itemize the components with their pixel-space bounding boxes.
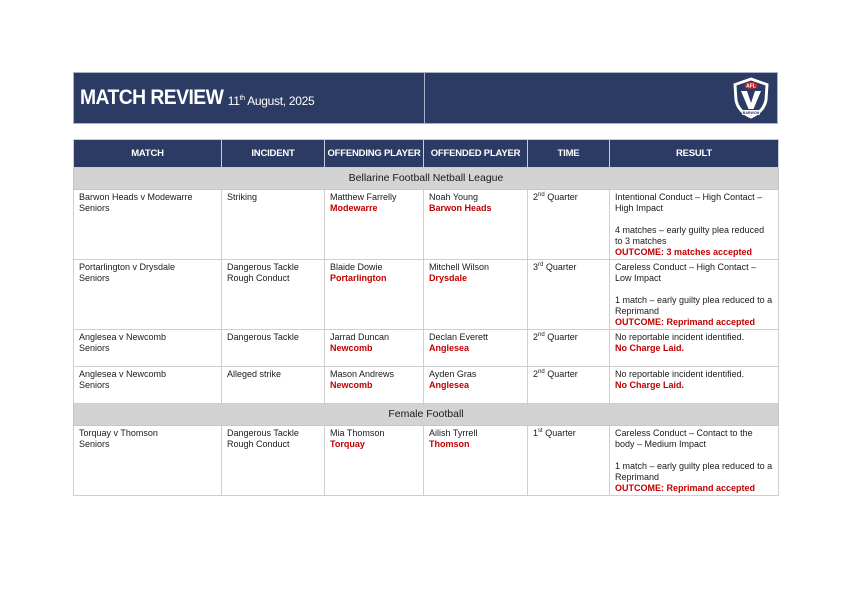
column-header-incident: INCIDENT bbox=[222, 140, 325, 168]
offending-player-club: Portarlington bbox=[330, 273, 387, 283]
result-conduct: Careless Conduct – High Contact – Low Impact bbox=[615, 262, 757, 283]
section-title: Female Football bbox=[74, 404, 779, 426]
review-date bbox=[228, 94, 315, 108]
match-teams: Barwon Heads v Modewarre bbox=[79, 192, 193, 202]
time-cell bbox=[528, 330, 610, 367]
match-grade: Seniors bbox=[79, 273, 110, 283]
column-header-time: TIME bbox=[528, 140, 610, 168]
offending-player-name: Jarrad Duncan bbox=[330, 332, 390, 342]
match-teams: Anglesea v Newcomb bbox=[79, 369, 167, 379]
offending-player-club: Torquay bbox=[330, 439, 365, 449]
time-cell bbox=[528, 260, 610, 330]
incident-type: Striking bbox=[227, 192, 258, 202]
result-cell bbox=[610, 367, 779, 404]
incident-type: Alleged strike bbox=[227, 369, 282, 379]
offending-player-club: Newcomb bbox=[330, 380, 373, 390]
table-row bbox=[74, 260, 779, 330]
afl-barwon-logo bbox=[729, 76, 773, 120]
incident-cell bbox=[222, 260, 325, 330]
match-cell bbox=[74, 260, 222, 330]
offending-player-name: Matthew Farrelly bbox=[330, 192, 397, 202]
match-grade: Seniors bbox=[79, 380, 110, 390]
time-num: 2 bbox=[533, 192, 539, 202]
header-title-area bbox=[74, 73, 425, 123]
column-header-offending-player: OFFENDING PLAYER bbox=[325, 140, 424, 168]
result-conduct: No reportable incident identified. bbox=[615, 369, 745, 379]
offending-player-name: Mia Thomson bbox=[330, 428, 385, 438]
table-row bbox=[74, 426, 779, 496]
incident-type: Dangerous Tackle bbox=[227, 428, 299, 438]
incident-type-secondary: Rough Conduct bbox=[227, 273, 290, 283]
result-outcome: No Charge Laid. bbox=[615, 380, 685, 390]
result-cell bbox=[610, 260, 779, 330]
time-rest: Quarter bbox=[544, 369, 578, 379]
match-review-table bbox=[73, 139, 779, 496]
offended-player-cell bbox=[424, 260, 528, 330]
incident-type: Dangerous Tackle bbox=[227, 332, 299, 342]
result-penalty: 4 matches – early guilty plea reduced to 3 matches bbox=[615, 225, 765, 246]
offended-player-name: Mitchell Wilson bbox=[429, 262, 490, 272]
time-cell bbox=[528, 190, 610, 260]
offended-player-cell bbox=[424, 426, 528, 496]
offended-player-cell bbox=[424, 190, 528, 260]
incident-cell bbox=[222, 367, 325, 404]
header-logo-area bbox=[425, 73, 777, 123]
time-rest: Quarter bbox=[544, 332, 578, 342]
match-teams: Torquay v Thomson bbox=[79, 428, 158, 438]
offending-player-cell bbox=[325, 367, 424, 404]
time-num: 1 bbox=[533, 428, 539, 438]
incident-cell bbox=[222, 330, 325, 367]
result-outcome: OUTCOME: Reprimand accepted bbox=[615, 483, 756, 493]
offended-player-club: Drysdale bbox=[429, 273, 468, 283]
offended-player-club: Anglesea bbox=[429, 380, 470, 390]
result-conduct: No reportable incident identified. bbox=[615, 332, 745, 342]
match-cell bbox=[74, 367, 222, 404]
offending-player-cell bbox=[325, 426, 424, 496]
time-suffix: nd bbox=[538, 332, 545, 338]
table-header-row bbox=[74, 140, 779, 168]
time-cell bbox=[528, 367, 610, 404]
match-cell bbox=[74, 426, 222, 496]
time-num: 3 bbox=[533, 262, 539, 272]
offended-player-club: Barwon Heads bbox=[429, 203, 492, 213]
time-rest: Quarter bbox=[542, 428, 576, 438]
result-conduct: Intentional Conduct – High Contact – High Impact bbox=[615, 192, 763, 213]
time-cell bbox=[528, 426, 610, 496]
offending-player-cell bbox=[325, 330, 424, 367]
time-rest: Quarter bbox=[543, 262, 577, 272]
result-outcome: OUTCOME: 3 matches accepted bbox=[615, 247, 753, 257]
table-row bbox=[74, 190, 779, 260]
time-num: 2 bbox=[533, 332, 539, 342]
incident-cell bbox=[222, 190, 325, 260]
table-row bbox=[74, 367, 779, 404]
offended-player-name: Declan Everett bbox=[429, 332, 489, 342]
date-rest: August, 2025 bbox=[244, 94, 315, 108]
table-row bbox=[74, 330, 779, 367]
logo-afl-text: AFL bbox=[746, 83, 756, 90]
column-header-result: RESULT bbox=[610, 140, 779, 168]
section-row-female-football bbox=[74, 404, 779, 426]
match-cell bbox=[74, 330, 222, 367]
time-rest: Quarter bbox=[544, 192, 578, 202]
time-num: 2 bbox=[533, 369, 539, 379]
result-cell bbox=[610, 426, 779, 496]
match-grade: Seniors bbox=[79, 439, 110, 449]
result-cell bbox=[610, 190, 779, 260]
match-cell bbox=[74, 190, 222, 260]
result-penalty: 1 match – early guilty plea reduced to a Reprimand bbox=[615, 461, 773, 482]
match-teams: Anglesea v Newcomb bbox=[79, 332, 167, 342]
offended-player-cell bbox=[424, 367, 528, 404]
result-conduct: Careless Conduct – Contact to the body – Medium Impact bbox=[615, 428, 753, 449]
offending-player-club: Modewarre bbox=[330, 203, 378, 213]
time-suffix: st bbox=[538, 428, 543, 434]
column-header-match: MATCH bbox=[74, 140, 222, 168]
time-suffix: nd bbox=[538, 192, 545, 198]
result-outcome: No Charge Laid. bbox=[615, 343, 685, 353]
offended-player-club: Anglesea bbox=[429, 343, 470, 353]
offended-player-club: Thomson bbox=[429, 439, 470, 449]
logo-barwon-text: BARWON bbox=[742, 111, 760, 115]
incident-type-secondary: Rough Conduct bbox=[227, 439, 290, 449]
time-suffix: rd bbox=[538, 262, 544, 268]
column-header-offended-player: OFFENDED PLAYER bbox=[424, 140, 528, 168]
offending-player-cell bbox=[325, 260, 424, 330]
offended-player-name: Ayden Gras bbox=[429, 369, 477, 379]
date-suffix: th bbox=[239, 95, 245, 102]
offended-player-name: Noah Young bbox=[429, 192, 479, 202]
section-row-bfnl bbox=[74, 168, 779, 190]
time-suffix: nd bbox=[538, 369, 545, 375]
header-banner bbox=[73, 72, 778, 124]
page-title: MATCH REVIEW bbox=[80, 86, 224, 109]
incident-type: Dangerous Tackle bbox=[227, 262, 299, 272]
result-cell bbox=[610, 330, 779, 367]
offending-player-name: Mason Andrews bbox=[330, 369, 395, 379]
result-outcome: OUTCOME: Reprimand accepted bbox=[615, 317, 756, 327]
offending-player-cell bbox=[325, 190, 424, 260]
offending-player-name: Blaide Dowie bbox=[330, 262, 383, 272]
offended-player-cell bbox=[424, 330, 528, 367]
result-penalty: 1 match – early guilty plea reduced to a Reprimand bbox=[615, 295, 773, 316]
match-grade: Seniors bbox=[79, 203, 110, 213]
match-teams: Portarlington v Drysdale bbox=[79, 262, 176, 272]
incident-cell bbox=[222, 426, 325, 496]
offended-player-name: Ailish Tyrrell bbox=[429, 428, 478, 438]
date-day: 11 bbox=[227, 94, 240, 108]
offending-player-club: Newcomb bbox=[330, 343, 373, 353]
section-title: Bellarine Football Netball League bbox=[74, 168, 779, 190]
match-grade: Seniors bbox=[79, 343, 110, 353]
